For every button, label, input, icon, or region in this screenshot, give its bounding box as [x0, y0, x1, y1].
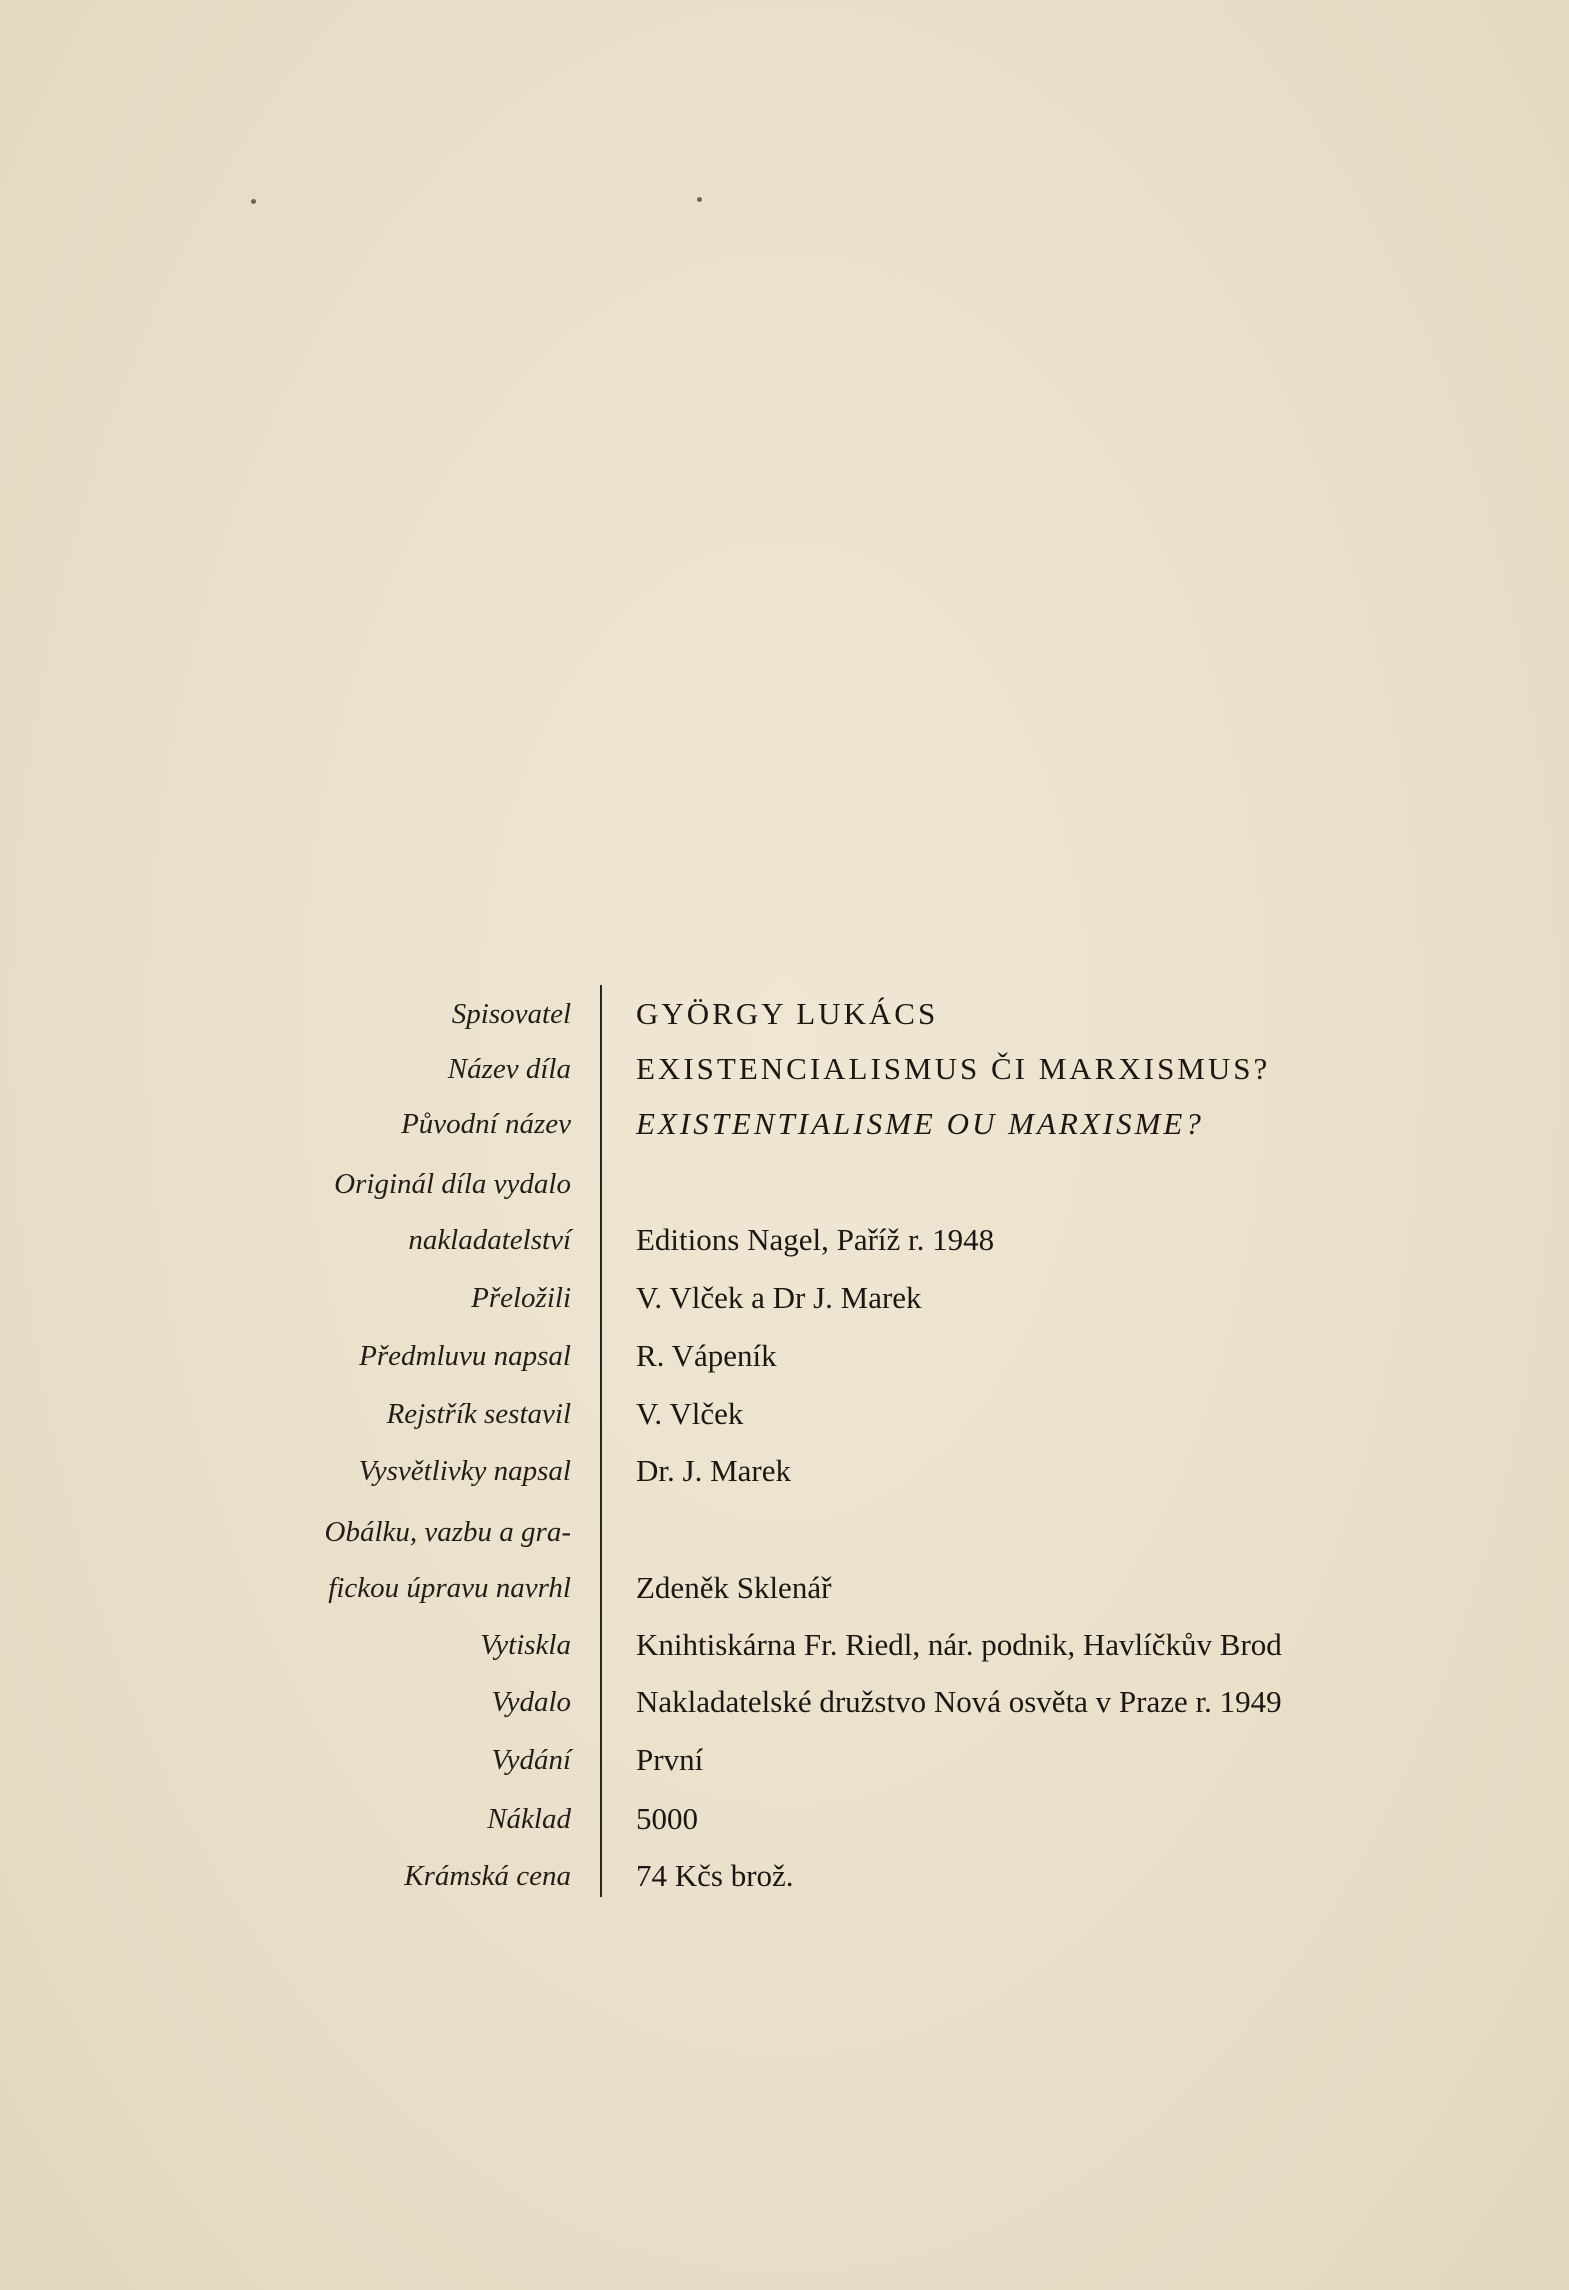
original-publisher-label-line2: nakladatelství — [408, 1224, 571, 1256]
index-label: Rejstřík sestavil — [386, 1398, 571, 1430]
colophon-row-original-publisher-1 — [0, 1155, 1569, 1213]
original-publisher-value: Editions Nagel, Paříž r. 1948 — [636, 1222, 995, 1257]
translators-value: V. Vlček a Dr J. Marek — [636, 1280, 922, 1315]
colophon-row-foreword — [0, 1327, 1569, 1385]
design-value: Zdeněk Sklenář — [636, 1570, 832, 1605]
colophon-row-original-title — [0, 1095, 1569, 1153]
edition-label: Vydání — [491, 1744, 571, 1776]
index-value: V. Vlček — [636, 1396, 744, 1431]
print-run-label: Náklad — [487, 1803, 571, 1835]
colophon-row-design-1 — [0, 1503, 1569, 1561]
print-run-value: 5000 — [636, 1801, 698, 1836]
price-label: Krámská cena — [404, 1860, 571, 1892]
colophon — [0, 985, 1569, 1905]
title-label: Název díla — [447, 1053, 571, 1085]
original-title-label: Původní název — [401, 1108, 571, 1140]
author-value: GYÖRGY LUKÁCS — [636, 996, 939, 1031]
notes-value: Dr. J. Marek — [636, 1453, 791, 1488]
foreword-value: R. Vápeník — [636, 1338, 777, 1373]
colophon-row-index — [0, 1385, 1569, 1443]
price-value: 74 Kčs brož. — [636, 1858, 794, 1893]
design-label-line2: fickou úpravu navrhl — [328, 1572, 571, 1604]
colophon-row-print-run — [0, 1790, 1569, 1848]
translators-label: Přeložili — [471, 1282, 571, 1314]
ink-speck — [251, 199, 256, 204]
title-value: EXISTENCIALISMUS ČI MARXISMUS? — [636, 1051, 1271, 1086]
colophon-row-original-publisher-2 — [0, 1211, 1569, 1269]
publisher-value: Nakladatelské družstvo Nová osvěta v Praze r. 1949 — [636, 1684, 1282, 1719]
printer-value: Knihtiskárna Fr. Riedl, nár. podnik, Havlíčkův Brod — [636, 1627, 1282, 1662]
printer-label: Vytiskla — [480, 1629, 571, 1661]
colophon-row-author — [0, 985, 1569, 1043]
colophon-row-printer — [0, 1616, 1569, 1674]
colophon-row-translators — [0, 1269, 1569, 1327]
colophon-row-notes — [0, 1442, 1569, 1500]
original-title-value: EXISTENTIALISME OU MARXISME? — [636, 1106, 1204, 1141]
edition-value: První — [636, 1742, 704, 1777]
colophon-row-publisher — [0, 1673, 1569, 1731]
original-publisher-label-line1: Originál díla vydalo — [334, 1168, 571, 1200]
design-label-line1: Obálku, vazbu a gra- — [324, 1516, 571, 1548]
author-label: Spisovatel — [451, 998, 571, 1030]
colophon-row-edition — [0, 1731, 1569, 1789]
colophon-row-title — [0, 1040, 1569, 1098]
foreword-label: Předmluvu napsal — [359, 1340, 571, 1372]
ink-speck — [697, 197, 702, 202]
publisher-label: Vydalo — [491, 1686, 571, 1718]
colophon-row-price — [0, 1847, 1569, 1905]
colophon-row-design-2 — [0, 1559, 1569, 1617]
notes-label: Vysvětlivky napsal — [358, 1455, 571, 1487]
